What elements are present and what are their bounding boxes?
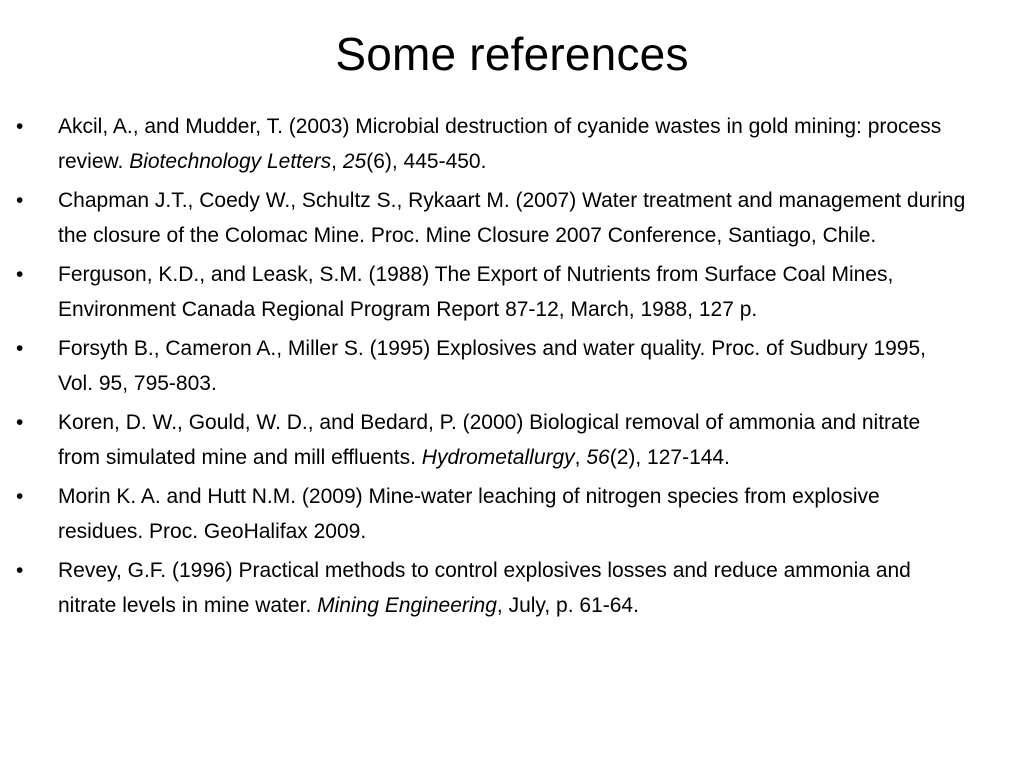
slide-title: Some references xyxy=(335,28,689,80)
reference-italic-text: 25 xyxy=(342,149,367,173)
reference-item xyxy=(16,406,966,475)
reference-text: Koren, D. W., Gould, W. D., and Bedard, P. (2000) Biological removal of ammonia and nitrate from simulated mine and mill effluents. xyxy=(58,411,921,469)
reference-item xyxy=(16,110,966,179)
reference-text: , xyxy=(574,445,587,469)
reference-item xyxy=(16,554,966,623)
reference-item xyxy=(16,258,966,327)
reference-text: (6), 445-450. xyxy=(366,149,487,173)
reference-text: Forsyth B., Cameron A., Miller S. (1995) Explosives and water quality. Proc. of Sudbury 1995, Vol. 95, 795-803. xyxy=(58,337,927,395)
reference-italic-text: Biotechnology Letters xyxy=(129,149,332,173)
reference-text: (2), 127-144. xyxy=(609,445,730,469)
reference-text: Morin K. A. and Hutt N.M. (2009) Mine-water leaching of nitrogen species from explosive residues. Proc. GeoHalifax 2009. xyxy=(58,485,880,543)
bullet-icon: • xyxy=(16,559,24,582)
reference-item xyxy=(16,480,966,549)
bullet-icon: • xyxy=(16,115,24,138)
reference-text: Akcil, A., and Mudder, T. (2003) Microbial destruction of cyanide wastes in gold mining: process review. xyxy=(58,115,942,173)
reference-item xyxy=(16,184,966,253)
reference-italic-text: Hydrometallurgy xyxy=(421,445,575,469)
bullet-icon: • xyxy=(16,337,24,360)
reference-list xyxy=(16,110,966,628)
bullet-icon: • xyxy=(16,411,24,434)
reference-text: Revey, G.F. (1996) Practical methods to control explosives losses and reduce ammonia and nitrate levels in mine water. xyxy=(58,559,911,617)
reference-item xyxy=(16,332,966,401)
reference-text: , xyxy=(331,149,343,173)
bullet-icon: • xyxy=(16,485,24,508)
bullet-icon: • xyxy=(16,189,24,212)
reference-italic-text: 56 xyxy=(586,445,610,469)
reference-italic-text: Mining Engineering xyxy=(317,593,497,617)
reference-text: Ferguson, K.D., and Leask, S.M. (1988) The Export of Nutrients from Surface Coal Mines, Environment Canada Regional Program Report 87-12, March, 1988, 127 p. xyxy=(58,263,894,321)
reference-text: Chapman J.T., Coedy W., Schultz S., Rykaart M. (2007) Water treatment and management during the closure of the Colomac Mine. Proc. Mine Closure 2007 Conference, Santiago, Chile. xyxy=(58,189,966,247)
bullet-icon: • xyxy=(16,263,24,286)
reference-text: , July, p. 61-64. xyxy=(496,593,639,617)
